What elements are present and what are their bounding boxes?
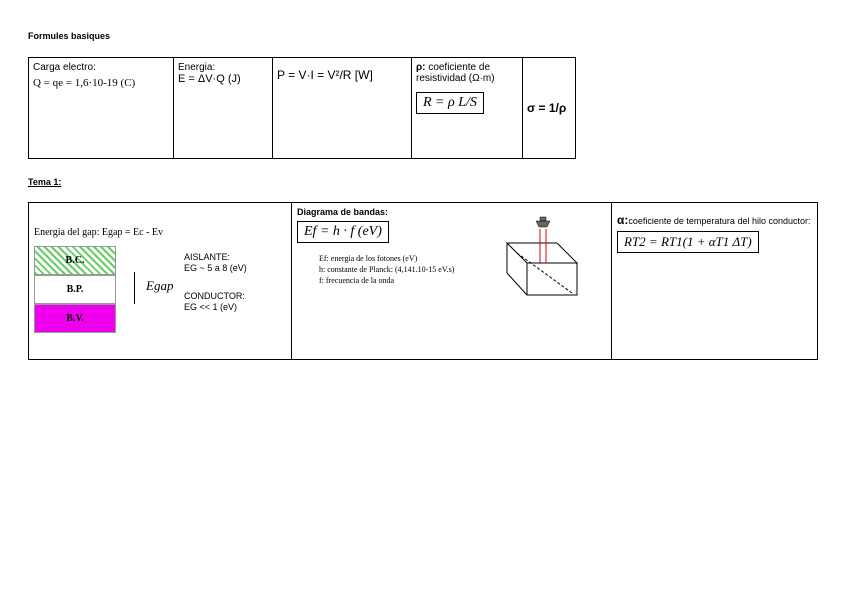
sigma-cell — [523, 58, 576, 159]
alpha-formula: RT2 = RT1(1 + αT1 ΔT) — [617, 231, 759, 253]
band-diagram — [34, 246, 286, 341]
charge-cell — [29, 58, 174, 159]
light-bar-illustration — [502, 213, 582, 303]
aislante-title: AISLANTE: — [184, 252, 231, 262]
conductor-title: CONDUCTOR: — [184, 291, 245, 301]
charge-label: Carga electro: — [33, 62, 96, 73]
conduction-band: B.C. — [34, 246, 116, 275]
forbidden-band: B.P. — [34, 275, 116, 304]
conductor-value: EG << 1 (eV) — [184, 302, 238, 312]
energy-label: Energia: — [178, 62, 216, 73]
energy-cell — [174, 58, 273, 159]
rho-label: ρ: — [416, 62, 426, 73]
tema1-table — [28, 202, 818, 360]
resistance-formula: R = ρ L/S — [416, 92, 484, 114]
sigma-formula: σ = 1/ρ — [527, 101, 567, 115]
rho-description: coeficiente de resistividad (Ω·m) — [416, 62, 495, 84]
legend-item: h: constante de Planck: (4,141.10-15 eV.s) — [319, 265, 455, 274]
gap-cell — [29, 203, 292, 360]
power-formula: P = V·I = V²/R [W] — [277, 68, 373, 82]
gap-arrow — [134, 272, 141, 304]
basic-formulas-table — [28, 57, 576, 159]
tema1-heading: Tema 1: — [28, 177, 62, 187]
power-cell — [273, 58, 412, 159]
legend-item: f: frecuencia de la onda — [319, 276, 395, 285]
charge-formula: Q = qe = 1,6·10-19 (C) — [33, 77, 136, 89]
legend-item: Ef: energia de los fotones (eV) — [319, 254, 418, 263]
alpha-symbol: α: — [617, 213, 629, 227]
alpha-description: coeficiente de temperatura del hilo conductor: — [628, 216, 811, 226]
page-heading: Formules basiques — [28, 31, 111, 41]
aislante-value: EG ~ 5 a 8 (eV) — [184, 263, 247, 273]
valence-band: B.V. — [34, 304, 116, 333]
alpha-cell — [612, 203, 818, 360]
band-diagram-cell — [292, 203, 612, 360]
photon-energy-formula: Ef = h · f (eV) — [297, 221, 389, 243]
bands-title: Diagrama de bandas: — [297, 207, 389, 217]
gap-title: Energia del gap: Egap = Ec - Ev — [34, 227, 164, 238]
resistivity-cell — [412, 58, 523, 159]
egap-label: Egap — [146, 278, 174, 293]
energy-formula: E = ΔV·Q (J) — [178, 73, 241, 85]
